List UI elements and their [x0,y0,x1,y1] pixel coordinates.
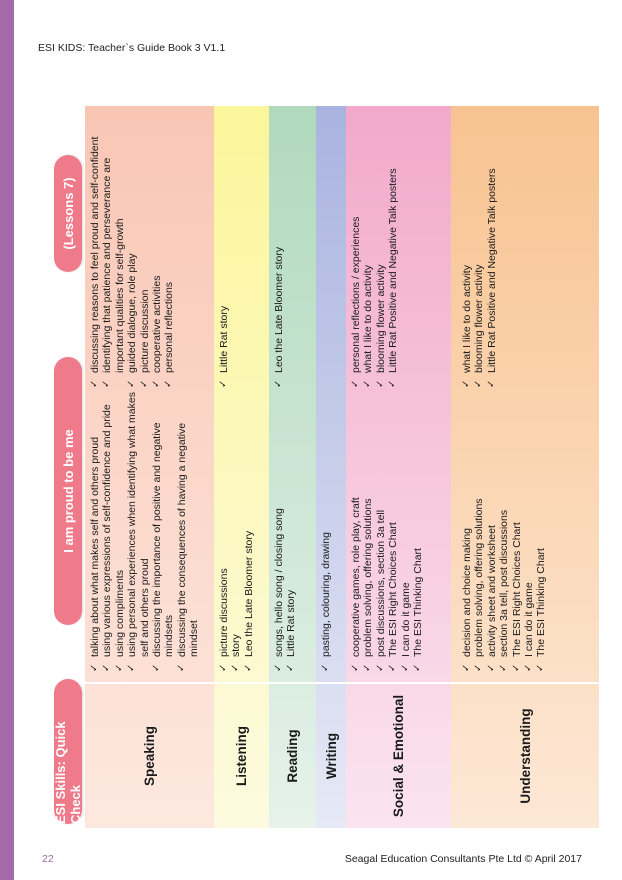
list-item: ✓ identifying that patience and perseverance are important qualities for self-growth [101,114,126,388]
list-item: ✓ discussing reasons to feel proud and self-confident [89,114,101,388]
skills-list-col1 [89,388,210,672]
list-item: ✓ The ESI Right Choices Chart [511,388,523,672]
row-content [269,106,316,682]
row-social-emotional [346,106,453,828]
list-item: ✓ Leo the Late Bloomer story [243,388,255,672]
list-item: ✓ decision and choice making [461,388,473,672]
copyright-footer: Seagal Education Consultants Pte Ltd © April 2017 [344,853,582,865]
list-item: ✓ problem solving, offering solutions [362,388,374,672]
list-item: ✓ talking about what makes self and others proud [89,388,101,672]
list-item: ✓ post discussions, section 3a tell [375,388,387,672]
row-content [316,106,346,682]
list-item: ✓ activity sheet and worksheet [486,388,498,672]
rotated-table-content [51,106,599,828]
quick-check-title-pill: ESI Skills: Quick Check [54,679,82,824]
skills-list-col2 [461,114,595,388]
skills-list-col1 [218,388,265,672]
list-item: ✓ story [230,388,242,672]
list-item: ✓ picture discussions [218,388,230,672]
list-item: ✓ Little Rat Positive and Negative Talk posters [486,114,498,388]
list-item: ✓ The ESI Thinking Chart [535,388,547,672]
skills-list-col2 [320,114,342,388]
list-item: ✓ discussing the consequences of having a negative mindset [176,388,201,672]
row-speaking [85,106,216,828]
list-item: ✓ cooperative games, role play, craft [350,388,362,672]
document-header: ESI KIDS: Teacher`s Guide Book 3 V1.1 [38,42,226,54]
list-item: ✓ The ESI Right Choices Chart [387,388,399,672]
skills-list-col2 [218,114,265,388]
row-label: Reading [269,682,316,828]
row-label: Writing [316,682,346,828]
skills-list-col1 [273,388,312,672]
list-item: ✓ personal reflections / experiences [350,114,362,388]
row-reading [269,106,318,828]
row-content [346,106,451,682]
skills-list-col1 [461,388,595,672]
row-writing [316,106,348,828]
list-item: ✓ Leo the Late Bloomer story [273,114,285,388]
list-item: ✓ using personal experiences when identifying what makes self and others proud [126,388,151,672]
row-content [451,106,599,682]
list-item: ✓ discussing the importance of positive and negative mindsets [151,388,176,672]
list-item: ✓ guided dialogue, role play [126,114,138,388]
list-item: ✓ Little Rat story [285,388,297,672]
row-content [85,106,214,682]
skills-list-col1 [320,388,342,672]
list-item: ✓ songs, hello song / closing song [273,388,285,672]
row-content [214,106,269,682]
list-item: ✓ problem solving, offering solutions [473,388,485,672]
page-number: 22 [42,853,54,865]
skills-list-col2 [89,114,210,388]
skills-list-col2 [273,114,312,388]
list-item: ✓ what I like to do activity [362,114,374,388]
row-understanding [451,106,599,828]
skills-list-col1 [350,388,447,672]
list-item: ✓ I can do it game [523,388,535,672]
pill-header-row [51,106,85,828]
list-item: ✓ I can do it game [400,388,412,672]
row-label: Social & Emotional [346,682,451,828]
row-label: Listening [214,682,269,828]
skills-list-col2 [350,114,447,388]
list-item: ✓ picture discussion [139,114,151,388]
list-item: ✓ cooperative activities [151,114,163,388]
list-item: ✓ The ESI Thinking Chart [412,388,424,672]
topic-pill: I am proud to be me [54,357,82,625]
row-label: Speaking [85,682,214,828]
list-item: ✓ Little Rat Positive and Negative Talk posters [387,114,399,388]
left-margin-bar [0,0,14,880]
list-item: ✓ Little Rat story [218,114,230,388]
list-item: ✓ blooming flower activity [375,114,387,388]
row-listening [214,106,271,828]
row-label: Understanding [451,682,599,828]
list-item: ✓ using compliments [114,388,126,672]
list-item: ✓ blooming flower activity [473,114,485,388]
lessons-pill: (Lessons 7) [54,155,82,272]
list-item: ✓ section 3a tell, post discussions [498,388,510,672]
list-item: ✓ using various expressions of self-confidence and pride [101,388,113,672]
quick-check-table [51,106,599,828]
list-item: ✓ pasting, colouring, drawing [320,388,332,672]
list-item: ✓ personal reflections [163,114,175,388]
list-item: ✓ what I like to do activity [461,114,473,388]
